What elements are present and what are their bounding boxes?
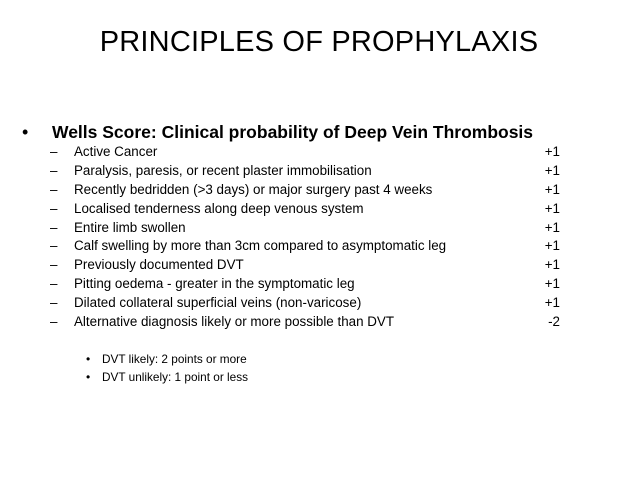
criteria-points: +1: [544, 257, 560, 273]
criteria-item: [50, 142, 560, 161]
criteria-item: [50, 199, 560, 218]
criteria-label: Paralysis, paresis, or recent plaster immobilisation: [74, 162, 372, 178]
criteria-label: Active Cancer: [74, 143, 158, 159]
dash-icon: –: [50, 295, 58, 311]
criteria-points: +1: [544, 200, 560, 216]
criteria-item: [50, 161, 560, 180]
interpretation-item: [86, 350, 248, 368]
criteria-points: +1: [544, 295, 560, 311]
bullet-icon: •: [86, 370, 91, 384]
criteria-points: +1: [544, 276, 560, 292]
criteria-item: [50, 293, 560, 312]
criteria-item: [50, 180, 560, 199]
criteria-label: Previously documented DVT: [74, 257, 244, 273]
criteria-item: [50, 274, 560, 293]
dash-icon: –: [50, 238, 58, 254]
criteria-item: [50, 255, 560, 274]
criteria-points: +1: [544, 238, 560, 254]
dash-icon: –: [50, 313, 58, 329]
criteria-item: [50, 236, 560, 255]
criteria-label: Recently bedridden (>3 days) or major surgery past 4 weeks: [74, 181, 433, 197]
criteria-list: [50, 142, 560, 331]
dash-icon: –: [50, 162, 58, 178]
criteria-points: +1: [544, 219, 560, 235]
dash-icon: –: [50, 181, 58, 197]
dash-icon: –: [50, 257, 58, 273]
dash-icon: –: [50, 276, 58, 292]
criteria-label: Dilated collateral superficial veins (non-varicose): [74, 295, 362, 311]
main-bullet-text: Wells Score: Clinical probability of Deep Vein Thrombosis: [52, 122, 534, 142]
criteria-item: [50, 312, 560, 331]
criteria-item: [50, 218, 560, 237]
bullet-icon: •: [86, 352, 91, 366]
dash-icon: –: [50, 219, 58, 235]
interpretation-item: [86, 368, 248, 386]
criteria-points: +1: [544, 143, 560, 159]
interpretation-text: DVT likely: 2 points or more: [102, 352, 247, 366]
criteria-label: Entire limb swollen: [74, 219, 186, 235]
criteria-label: Calf swelling by more than 3cm compared to asymptomatic leg: [74, 238, 447, 254]
criteria-points: -2: [548, 313, 560, 329]
slide-title: PRINCIPLES OF PROPHYLAXIS: [99, 26, 539, 58]
interpretation-list: [86, 350, 248, 386]
criteria-label: Alternative diagnosis likely or more possible than DVT: [74, 313, 395, 329]
interpretation-text: DVT unlikely: 1 point or less: [102, 370, 248, 384]
main-bullet: [22, 122, 533, 143]
dash-icon: –: [50, 143, 58, 159]
criteria-label: Localised tenderness along deep venous system: [74, 200, 364, 216]
criteria-points: +1: [544, 181, 560, 197]
criteria-points: +1: [544, 162, 560, 178]
criteria-label: Pitting oedema - greater in the symptomatic leg: [74, 276, 355, 292]
bullet-icon: •: [22, 122, 29, 142]
dash-icon: –: [50, 200, 58, 216]
